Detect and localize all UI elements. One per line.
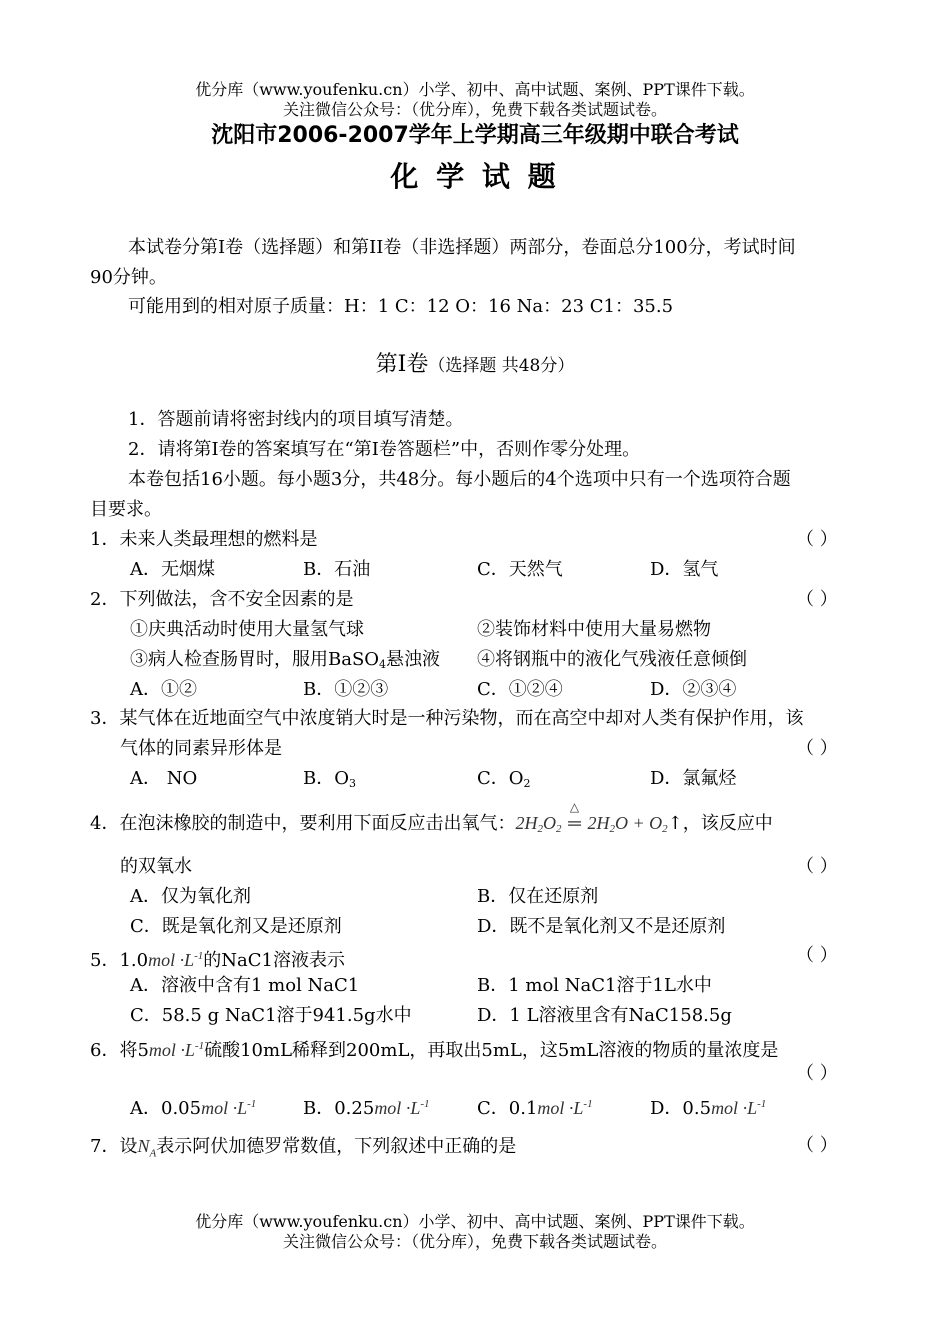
gas-arrow-icon: ↑	[667, 813, 683, 834]
q2-statement-1: ①庆典活动时使用大量氢气球	[130, 619, 364, 640]
q5-option-c: C．58.5 g NaC1溶于941.5g水中	[130, 1005, 412, 1026]
intro-paragraph-line2: 90分钟。	[90, 267, 167, 288]
q4-stem-line2: 的双氧水	[120, 856, 192, 877]
q5-option-b: B．1 mol NaC1溶于1L水中	[477, 975, 712, 996]
q3-option-c: C．$O_2$	[477, 768, 531, 790]
section-heading-note: （选择题 共48分）	[428, 356, 575, 376]
q3-answer-blank[interactable]: （ ）	[796, 738, 838, 759]
atomic-mass-line: 可能用到的相对原子质量：H：1 C：12 O：16 Na：23 C1：35.5	[128, 296, 674, 317]
q3-option-a: A． NO	[130, 768, 198, 789]
section-heading-main: 第Ⅰ卷	[375, 352, 429, 377]
instruction-2: 2．请将第Ⅰ卷的答案填写在“第Ⅰ卷答题栏”中，否则作零分处理。	[128, 439, 641, 460]
q6-option-d: D．$0.5mol \cdot L^{-1}$	[650, 1098, 767, 1119]
q2-stem: 2．下列做法，含不安全因素的是	[90, 589, 354, 610]
heat-delta-icon: △	[569, 800, 580, 814]
instruction-3-line2: 目要求。	[90, 499, 162, 520]
q3-stem-line1: 3．某气体在近地面空气中浓度销大时是一种污染物，而在高空中却对人类有保护作用，该	[90, 708, 804, 729]
q2-option-d: D．②③④	[650, 679, 737, 700]
q7-answer-blank[interactable]: （ ）	[796, 1135, 838, 1156]
instruction-3-line1: 本卷包括16小题。每小题3分，共48分。每小题后的4个选项中只有一个选项符合题	[128, 469, 791, 490]
q2-option-c: C．①②④	[477, 679, 563, 700]
q6-option-a: A．$0.05mol \cdot L^{-1}$	[130, 1098, 257, 1119]
q5-answer-blank[interactable]: （ ）	[796, 945, 838, 966]
q4-answer-blank[interactable]: （ ）	[796, 856, 838, 877]
q1-option-b: B．石油	[303, 559, 371, 580]
q6-option-b: B．$0.25mol \cdot L^{-1}$	[303, 1098, 430, 1119]
q3-option-d: D．氯氟烃	[650, 768, 737, 789]
q2-option-b: B．①②③	[303, 679, 389, 700]
q6-option-c: C．$0.1mol \cdot L^{-1}$	[477, 1098, 593, 1119]
q1-option-c: C．天然气	[477, 559, 563, 580]
site-footer-line2: 关注微信公众号：（优分库），免费下载各类试题试卷。	[282, 1232, 667, 1251]
intro-paragraph-line1: 本试卷分第Ⅰ卷（选择题）和第II卷（非选择题）两部分，卷面总分100分，考试时间	[128, 237, 796, 258]
q5-option-d: D．1 L溶液里含有NaC158.5g	[477, 1005, 732, 1026]
q2-answer-blank[interactable]: （ ）	[796, 589, 838, 610]
q2-statement-2: ②装饰材料中使用大量易燃物	[477, 619, 711, 640]
q4-option-d: D．既不是氧化剂又不是还原剂	[477, 916, 726, 937]
q3-stem-line2: 气体的同素异形体是	[120, 738, 282, 759]
q1-option-d: D．氢气	[650, 559, 719, 580]
site-header-line1: 优分库（www.youfenku.cn）小学、初中、高中试题、案例、PPT课件下载。	[195, 80, 755, 99]
q5-stem: 5．$1.0mol \cdot L^{-1}$的NaC1溶液表示	[90, 950, 345, 971]
q3-option-b: B．$O_3$	[303, 768, 356, 790]
avogadro-symbol: $N_A$	[137, 1136, 157, 1160]
subject-title: 化 学 试 题	[390, 160, 560, 193]
instruction-1: 1．答题前请将密封线内的项目填写清楚。	[128, 409, 464, 430]
site-footer-line1: 优分库（www.youfenku.cn）小学、初中、高中试题、案例、PPT课件下载。	[195, 1212, 755, 1231]
q5-option-a: A．溶液中含有1 mol NaC1	[130, 975, 360, 996]
q7-stem: 7．设$N_A$表示阿伏加德罗常数值，下列叙述中正确的是	[90, 1136, 517, 1160]
q2-statement-3: ③病人检查肠胃时，服用BaSO$_4$悬浊液	[130, 649, 441, 671]
site-header-line2: 关注微信公众号：（优分库），免费下载各类试题试卷。	[282, 100, 667, 119]
q4-option-a: A．仅为氧化剂	[130, 886, 251, 907]
q1-stem: 1．未来人类最理想的燃料是	[90, 529, 318, 550]
q6-stem: 6．将$5mol \cdot L^{-1}$硫酸10mL稀释到200mL，再取出5mL，这5mL溶液的物质的量浓度是	[90, 1040, 779, 1061]
q1-option-a: A．无烟煤	[130, 559, 215, 580]
q2-statement-4: ④将钢瓶中的液化气残液任意倾倒	[477, 649, 747, 670]
q4-reaction-equation: $2H_2O_2$ △ ═ $2H_2O + O_2$	[515, 813, 667, 833]
q1-answer-blank[interactable]: （ ）	[796, 529, 838, 550]
exam-title: 沈阳市2006-2007学年上学期高三年级期中联合考试	[211, 123, 739, 148]
section-heading	[0, 352, 950, 379]
q6-answer-blank[interactable]: （ ）	[796, 1063, 838, 1084]
q2-option-a: A．①②	[130, 679, 197, 700]
q4-option-b: B．仅在还原剂	[477, 886, 599, 907]
q4-stem: 4．在泡沫橡胶的制造中，要利用下面反应击出氧气：$2H_2O_2$ △ ═ $2H_2O$ + $O_2↑$，该反应中	[90, 812, 773, 840]
q4-option-c: C．既是氧化剂又是还原剂	[130, 916, 342, 937]
